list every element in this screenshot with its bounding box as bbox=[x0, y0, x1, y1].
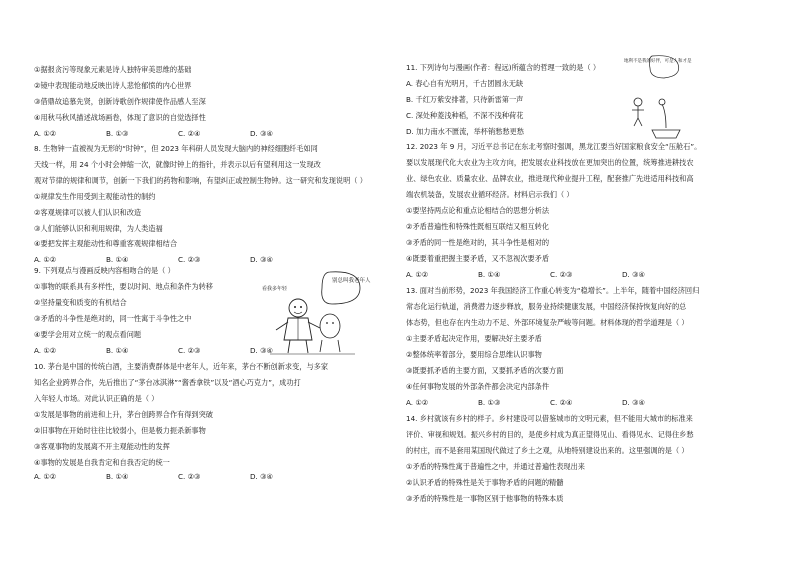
choice-c: C. ②③ bbox=[550, 270, 573, 279]
q11-option-d: D. 加力南水不匮流，举杯销愁愁更愁 bbox=[406, 127, 524, 136]
q10-item-1: ①发展是事物的前进和上升，茅台创跨界合作有得到突破 bbox=[34, 410, 213, 419]
choice-c: C. ②③ bbox=[178, 472, 201, 481]
q8-stem-2: 天线一样，用 24 个小时会伸缩一次，就像时钟上的指针，并表示以后有望利用这一发现改 bbox=[34, 160, 321, 169]
q9-cartoon-side-text: 看我多年轻 bbox=[262, 286, 288, 292]
q10-item-4: ④事物的发展是自我肯定和自我否定的统一 bbox=[34, 458, 170, 467]
q12-item-4: ④既要着重把握主要矛盾，又不忽视次要矛盾 bbox=[406, 254, 550, 263]
q11-cartoon-text: 地利不是我的好伴，可是人和才是 bbox=[624, 59, 692, 64]
choice-b: B. ①④ bbox=[106, 472, 129, 481]
choice-d: D. ③④ bbox=[250, 472, 273, 481]
choice-b: B. ①④ bbox=[106, 255, 129, 264]
q13-item-2: ②整体统率着部分，要用综合思维认识事物 bbox=[406, 350, 542, 359]
choice-d: D. ③④ bbox=[622, 270, 645, 279]
q8-item-3: ③人们能够认识和利用规律，为人类造福 bbox=[34, 224, 163, 233]
q7-item-2: ②镜中表现能动地反映出诗人悲怆郁愤的内心世界 bbox=[34, 81, 192, 90]
q13-stem-2: 常态化运行轨道，消费潜力逐步释放，服务业持续健康发展，中国经济保持恢复向好的总 bbox=[406, 302, 687, 311]
q10-item-2: ②旧事物在开始时往往比较弱小，但是极力扼杀新事物 bbox=[34, 426, 206, 435]
q9-cartoon-caption: 别总叫我老年人 bbox=[332, 278, 371, 284]
q9-stem: 9. 下列观点与漫画反映内容相吻合的是（ ） bbox=[34, 266, 175, 275]
q10-stem-3: 入年轻人市场。对此认识正确的是（ ） bbox=[34, 394, 159, 403]
q10-stem-2: 知名企业跨界合作，先后推出了“茅台冰淇淋”“酱香拿铁”以及“酒心巧克力”，成功打 bbox=[34, 378, 301, 387]
choice-b: B. ①④ bbox=[106, 346, 129, 355]
choice-a: A. ①② bbox=[406, 398, 429, 407]
q13-item-1: ①主要矛盾起决定作用，要解决好主要矛盾 bbox=[406, 334, 542, 343]
q14-stem-3: 的村庄，而不是套用某国现代做过了乡土之观，从地特别建设出来的。这里强调的是（ ） bbox=[406, 446, 689, 455]
q11-stem: 11. 下列诗句与漫画(作者：程远)所蕴含的哲理一致的是（ ） bbox=[406, 63, 601, 72]
choice-a: A. ①② bbox=[34, 346, 57, 355]
q12-item-1: ①要坚持两点论和重点论相结合的思想分析法 bbox=[406, 206, 550, 215]
choice-c: C. ②④ bbox=[178, 129, 201, 138]
q7-item-3: ③借鼎故追慕先贤，创新诗歌创作规律使作品感人至深 bbox=[34, 97, 206, 106]
q9-item-4: ④要学会用对立统一的观点看问题 bbox=[34, 330, 142, 339]
q12-item-2: ②矛盾普遍性和特殊性既相互联结又相互转化 bbox=[406, 222, 550, 231]
q10-stem-1: 10. 茅台是中国的传统白酒，主要消费群体是中老年人，近年来，茅台不断创新求变，与多家 bbox=[34, 362, 329, 371]
choice-b: B. ①③ bbox=[478, 398, 501, 407]
q7-item-1: ①据报贪污等现象元素是诗人独特审美思维的基础 bbox=[34, 65, 192, 74]
choice-a: A. ①② bbox=[34, 129, 57, 138]
q10-item-3: ③客观事物的发展离不开主观能动性的发挥 bbox=[34, 442, 170, 451]
q9-item-2: ②坚持量变和质变的有机结合 bbox=[34, 298, 127, 307]
q14-item-3: ③矛盾的特殊性是一事物区别于他事物的特殊本质 bbox=[406, 494, 564, 503]
q8-item-2: ②客观规律可以被人们认识和改造 bbox=[34, 208, 142, 217]
choice-d: D. ③④ bbox=[250, 129, 273, 138]
q13-stem-3: 体态势，但也存在内生动力不足、外部环境复杂严峻等问题。材料体现的哲学道理是（ ） bbox=[406, 318, 689, 327]
q8-item-1: ①规律发生作用受到主观能动性的制约 bbox=[34, 192, 156, 201]
choice-a: A. ①② bbox=[34, 255, 57, 264]
choice-c: C. ②④ bbox=[550, 398, 573, 407]
choice-b: B. ①③ bbox=[106, 129, 129, 138]
choice-c: C. ②③ bbox=[178, 346, 201, 355]
choice-c: C. ②③ bbox=[178, 255, 201, 264]
q11-option-a: A. 春心自有光明月，千古团圆永无缺 bbox=[406, 79, 524, 88]
q9-item-3: ③矛盾的斗争性是绝对的，同一性寓于斗争性之中 bbox=[34, 314, 192, 323]
q14-stem-1: 14. 乡村就该有乡村的样子。乡村建设可以借鉴城市的文明元素，但不能用大城市的标准来 bbox=[406, 414, 693, 423]
q11-cartoon-image bbox=[622, 52, 692, 142]
q11-option-c: C. 深处种菱浅种稻，不深不浅种荷花 bbox=[406, 111, 524, 120]
q12-stem-4: 端农机装备，发展农业循环经济。材料启示我们（ ） bbox=[406, 190, 574, 199]
q14-stem-2: 评价、审视和规划。振兴乡村的目的，是使乡村成为真正望得见山、看得见水、记得住乡愁 bbox=[406, 430, 694, 439]
choice-d: D. ③④ bbox=[250, 346, 273, 355]
q14-item-2: ②认识矛盾的特殊性是关于事物矛盾的问题的精髓 bbox=[406, 478, 564, 487]
q13-item-3: ③既要抓矛盾的主要方面，又要抓矛盾的次要方面 bbox=[406, 366, 564, 375]
choice-d: D. ③④ bbox=[250, 255, 273, 264]
choice-a: A. ①② bbox=[34, 472, 57, 481]
q12-item-3: ③矛盾的同一性是绝对的，其斗争性是相对的 bbox=[406, 238, 550, 247]
q13-stem-1: 13. 面对当前形势，2023 年我国经济工作重心转变为“稳增长”。上半年，随着中国经济回归 bbox=[406, 286, 700, 295]
q9-item-1: ①事物的联系具有多样性，要以时间、地点和条件为转移 bbox=[34, 282, 213, 291]
q8-item-4: ④要把发挥主观能动性和尊重客观规律相结合 bbox=[34, 239, 178, 248]
q11-option-b: B. 千红万紫安排著，只待新雷第一声 bbox=[406, 95, 524, 104]
q9-cartoon-image bbox=[260, 268, 371, 356]
choice-a: A. ①② bbox=[406, 270, 429, 279]
q8-stem-3: 观对节律的规律和调节，创新一下我们的药物和影响，有望纠正或控制生物钟。这一研究和发现说明（ ） bbox=[34, 176, 367, 185]
q12-stem-1: 12. 2023 年 9 月，习近平总书记在东北考察时强调，黑龙江要当好国家粮食安全“压舱石”。 bbox=[406, 142, 702, 151]
choice-b: B. ①④ bbox=[478, 270, 501, 279]
q12-stem-2: 要以发展现代化大农业为主攻方向，把发展农业科技放在更加突出的位置，统筹推进耕技农 bbox=[406, 158, 694, 167]
q12-stem-3: 业、绿色农业、质量农业、品牌农业，推进现代种业提升工程，配套推广先进适用科技和高 bbox=[406, 174, 694, 183]
q7-item-4: ④用秋马秋风描述战场画卷，体现了意识的自觉选择性 bbox=[34, 113, 206, 122]
choice-d: D. ③④ bbox=[622, 398, 645, 407]
q8-stem-1: 8. 生物钟一直被视为无形的“时钟”，但 2023 年科研人员发现大脑内的神经细胞纤毛如同 bbox=[34, 144, 318, 153]
q14-item-1: ①矛盾的特殊性寓于普遍性之中，并通过普遍性表现出来 bbox=[406, 462, 585, 471]
q13-item-4: ④任何事物发展的外部条件都会决定内部条件 bbox=[406, 382, 550, 391]
